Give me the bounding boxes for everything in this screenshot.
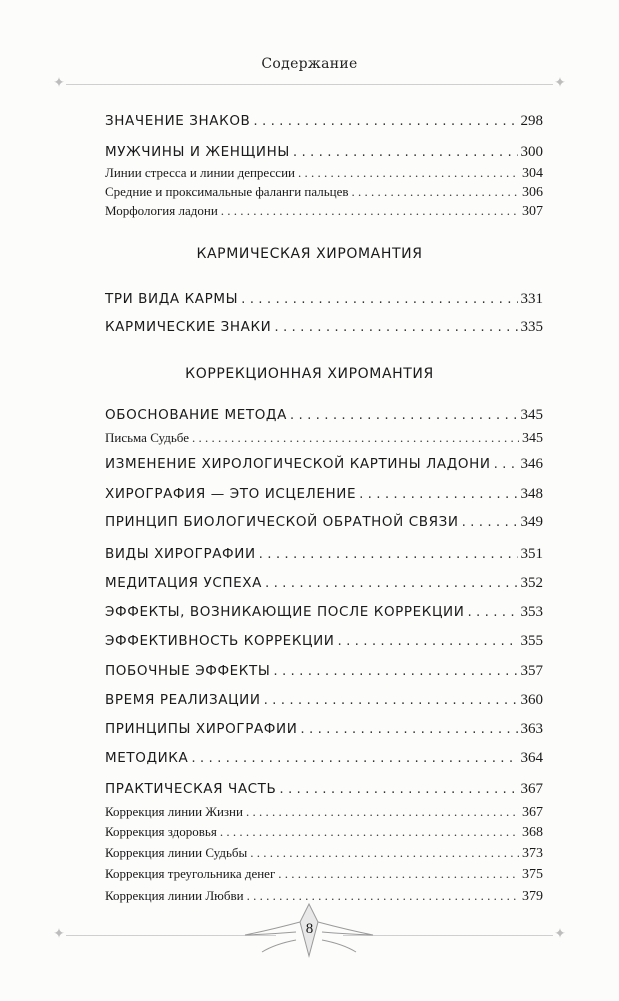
toc-entry-page: 335 <box>520 319 543 335</box>
toc-entry-title: МЕТОДИКА <box>105 750 189 766</box>
dot-leader <box>359 486 517 502</box>
toc-entry-page: 298 <box>520 113 543 129</box>
sparkle-icon: ✦ <box>53 927 65 942</box>
sparkle-icon: ✦ <box>554 76 566 91</box>
toc-entry-page: 367 <box>522 805 543 820</box>
section-title-correction: КОРРЕКЦИОННАЯ ХИРОМАНТИЯ <box>185 366 434 382</box>
toc-entry <box>105 866 543 883</box>
dot-leader <box>467 604 517 620</box>
toc-entry-page: 375 <box>522 867 543 882</box>
dot-leader <box>298 165 519 181</box>
toc-entry <box>105 663 543 680</box>
toc-entry-page: 367 <box>520 781 543 797</box>
toc-entry-page: 363 <box>520 721 543 737</box>
dot-leader <box>259 546 518 562</box>
toc-entry-title: Письма Судьбе <box>105 430 189 445</box>
toc-entry-title: ЗНАЧЕНИЕ ЗНАКОВ <box>105 113 251 129</box>
toc-entry <box>105 692 543 709</box>
toc-entry-page: 349 <box>520 514 543 530</box>
dot-leader <box>300 721 517 737</box>
toc-entry-title: ЭФФЕКТЫ, ВОЗНИКАЮЩИЕ ПОСЛЕ КОРРЕКЦИИ <box>105 604 465 620</box>
toc-entry <box>105 804 543 821</box>
toc-entry-title: Коррекция линии Жизни <box>105 804 243 819</box>
toc-entry-title: ПРИНЦИП БИОЛОГИЧЕСКОЙ ОБРАТНОЙ СВЯЗИ <box>105 514 459 530</box>
dot-leader <box>337 633 517 649</box>
toc-entry-title: ИЗМЕНЕНИЕ ХИРОЛОГИЧЕСКОЙ КАРТИНЫ ЛАДОНИ <box>105 456 491 472</box>
toc-entry-title: ОБОСНОВАНИЕ МЕТОДА <box>105 407 287 423</box>
toc-entry-page: 373 <box>522 846 543 861</box>
dot-leader <box>221 203 519 219</box>
dot-leader <box>290 407 518 423</box>
toc-entry <box>105 633 543 650</box>
toc-entry <box>105 721 543 738</box>
toc-entry-title: ЭФФЕКТИВНОСТЬ КОРРЕКЦИИ <box>105 633 335 649</box>
dot-leader <box>247 888 519 904</box>
dot-leader <box>246 804 519 820</box>
toc-entry-page: 368 <box>522 825 543 840</box>
sparkle-icon: ✦ <box>53 76 65 91</box>
toc-entry <box>105 604 543 621</box>
toc-entry <box>105 319 543 336</box>
toc-entry-title: МЕДИТАЦИЯ УСПЕХА <box>105 575 262 591</box>
toc-entry-title: ВРЕМЯ РЕАЛИЗАЦИИ <box>105 692 261 708</box>
dot-leader <box>253 113 517 129</box>
toc-entry-title: МУЖЧИНЫ И ЖЕНЩИНЫ <box>105 144 290 160</box>
toc-entry-title: Линии стресса и линии депрессии <box>105 165 295 180</box>
dot-leader <box>220 824 519 840</box>
toc-entry <box>105 407 543 424</box>
toc-entry-page: 306 <box>522 185 543 200</box>
toc-entry-title: ХИРОГРАФИЯ — ЭТО ИСЦЕЛЕНИЕ <box>105 486 357 502</box>
toc-entry-page: 357 <box>520 663 543 679</box>
toc-entry <box>105 486 543 503</box>
section-title-karmic: КАРМИЧЕСКАЯ ХИРОМАНТИЯ <box>196 246 423 262</box>
toc-entry <box>105 575 543 592</box>
toc-entry <box>105 184 543 201</box>
toc-entry-page: 353 <box>520 604 543 620</box>
toc-entry-page: 345 <box>522 431 543 446</box>
toc-entry-title: КАРМИЧЕСКИЕ ЗНАКИ <box>105 319 272 335</box>
toc-entry-title: Коррекция линии Любви <box>105 888 244 903</box>
toc-entry-page: 307 <box>522 204 543 219</box>
toc-entry-page: 351 <box>520 546 543 562</box>
dot-leader <box>274 319 517 335</box>
toc-entry-page: 364 <box>520 750 543 766</box>
toc-entry-title: ВИДЫ ХИРОГРАФИИ <box>105 546 256 562</box>
toc-entry-page: 304 <box>522 166 543 181</box>
toc-entry <box>105 430 543 447</box>
dot-leader <box>462 514 518 530</box>
toc-entry <box>105 845 543 862</box>
toc-entry-page: 352 <box>520 575 543 591</box>
toc-entry <box>105 781 543 798</box>
toc-entry-page: 379 <box>522 889 543 904</box>
toc-entry <box>105 546 543 563</box>
toc-entry <box>105 291 543 308</box>
running-head: Содержание <box>261 56 358 72</box>
toc-entry-title: ТРИ ВИДА КАРМЫ <box>105 291 239 307</box>
toc-entry-page: 345 <box>520 407 543 423</box>
dot-leader <box>265 575 518 591</box>
toc-entry <box>105 113 543 130</box>
toc-entry <box>105 750 543 767</box>
toc-entry <box>105 514 543 531</box>
toc-entry <box>105 824 543 841</box>
dot-leader <box>279 781 517 797</box>
toc-entry-title: Коррекция здоровья <box>105 824 217 839</box>
toc-entry-page: 331 <box>520 291 543 307</box>
dot-leader <box>293 144 518 160</box>
dot-leader <box>494 456 518 472</box>
toc-entry <box>105 456 543 473</box>
toc-entry-title: ПРАКТИЧЕСКАЯ ЧАСТЬ <box>105 781 277 797</box>
toc-entry-title: ПОБОЧНЫЕ ЭФФЕКТЫ <box>105 663 271 679</box>
page-number: 8 <box>305 921 314 937</box>
dot-leader <box>250 845 519 861</box>
toc-entry-title: Средние и проксимальные фаланги пальцев <box>105 184 349 199</box>
toc-entry-page: 346 <box>520 456 543 472</box>
toc-entry-title: Коррекция треугольника денег <box>105 866 276 881</box>
dot-leader <box>191 750 517 766</box>
toc-entry-page: 300 <box>520 144 543 160</box>
top-rule <box>66 84 553 85</box>
toc-entry-page: 360 <box>520 692 543 708</box>
toc-entry <box>105 203 543 220</box>
sparkle-icon: ✦ <box>554 927 566 942</box>
toc-entry-title: Морфология ладони <box>105 203 218 218</box>
dot-leader <box>264 692 518 708</box>
dot-leader <box>192 430 519 446</box>
dot-leader <box>278 866 519 882</box>
toc-entry <box>105 144 543 161</box>
toc-entry-title: Коррекция линии Судьбы <box>105 845 248 860</box>
dot-leader <box>241 291 517 307</box>
toc-entry-page: 348 <box>520 486 543 502</box>
dot-leader <box>352 184 519 200</box>
toc-entry-page: 355 <box>520 633 543 649</box>
toc-entry-title: ПРИНЦИПЫ ХИРОГРАФИИ <box>105 721 298 737</box>
toc-entry <box>105 888 543 905</box>
toc-entry <box>105 165 543 182</box>
dot-leader <box>273 663 517 679</box>
